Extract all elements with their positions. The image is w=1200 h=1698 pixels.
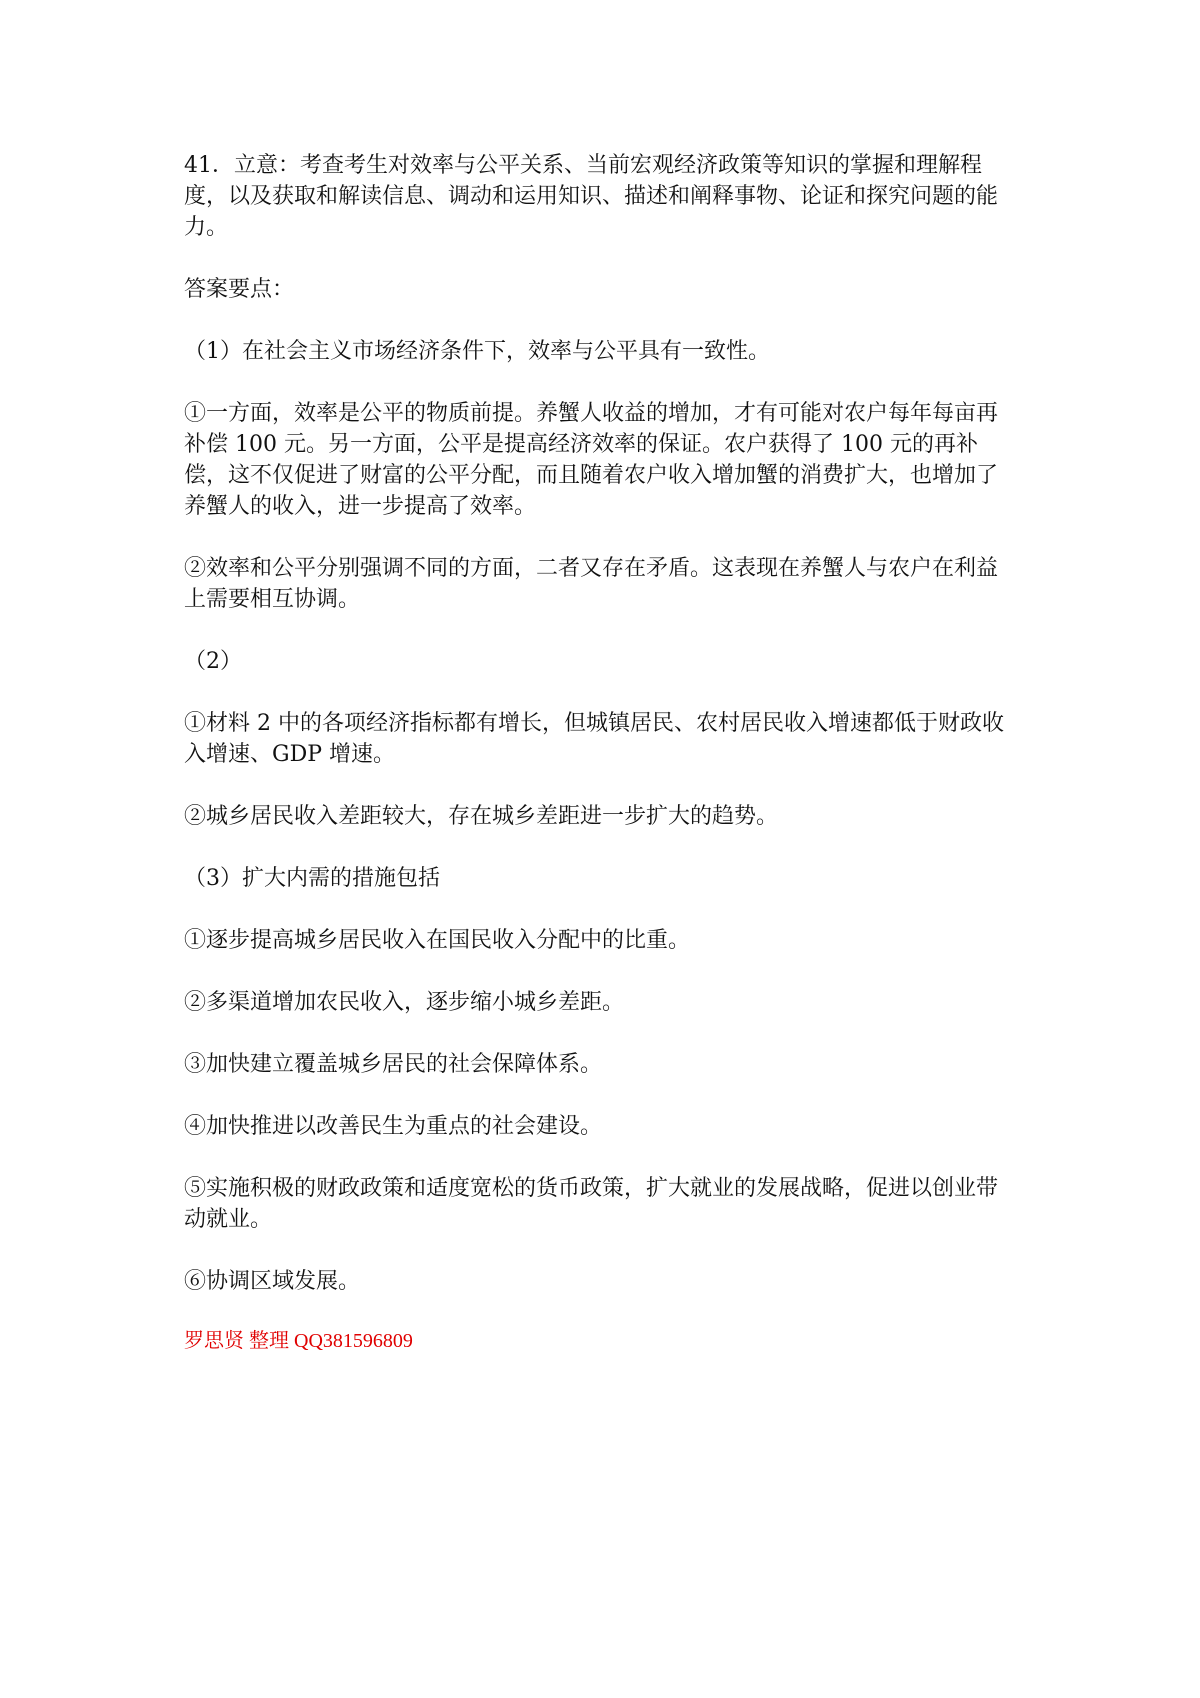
section-2-point-1: ①材料 2 中的各项经济指标都有增长，但城镇居民、农村居民收入增速都低于财政收入增速、GDP 增速。: [184, 711, 1004, 767]
section-3-point-4: ④加快推进以改善民生为重点的社会建设。: [184, 1114, 603, 1139]
section-1-point-1: ①一方面，效率是公平的物质前提。养蟹人收益的增加，才有可能对农户每年每亩再补偿 100 元。另一方面，公平是提高经济效率的保证。农户获得了 100 元的再补偿，这不仅促进了财富的公平分配，而且随着农户收入增加蟹的消费扩大，也增加了养蟹人的收入，进一步提高了效率。: [184, 401, 999, 519]
section-1-point-2: ②效率和公平分别强调不同的方面，二者又存在矛盾。这表现在养蟹人与农户在利益上需要相互协调。: [184, 556, 999, 612]
section-3-point-3: ③加快建立覆盖城乡居民的社会保障体系。: [184, 1052, 603, 1077]
section-2-heading: （2）: [184, 649, 242, 674]
section-3-point-5: ⑤实施积极的财政政策和适度宽松的货币政策，扩大就业的发展战略，促进以创业带动就业。: [184, 1176, 999, 1232]
document-body: [184, 150, 1014, 1375]
compiler-credit: 罗思贤 整理 QQ381596809: [184, 1330, 413, 1352]
section-1-heading: （1）在社会主义市场经济条件下，效率与公平具有一致性。: [184, 339, 770, 364]
section-2-point-2: ②城乡居民收入差距较大，存在城乡差距进一步扩大的趋势。: [184, 804, 779, 829]
section-3-point-6: ⑥协调区域发展。: [184, 1269, 361, 1294]
section-3-point-2: ②多渠道增加农民收入，逐步缩小城乡差距。: [184, 990, 625, 1015]
answer-points-heading: 答案要点：: [184, 277, 295, 302]
intent-paragraph: 41．立意：考查考生对效率与公平关系、当前宏观经济政策等知识的掌握和理解程度，以及获取和解读信息、调动和运用知识、描述和阐释事物、论证和探究问题的能力。: [184, 153, 999, 240]
section-3-heading: （3）扩大内需的措施包括: [184, 866, 440, 891]
section-3-point-1: ①逐步提高城乡居民收入在国民收入分配中的比重。: [184, 928, 691, 953]
